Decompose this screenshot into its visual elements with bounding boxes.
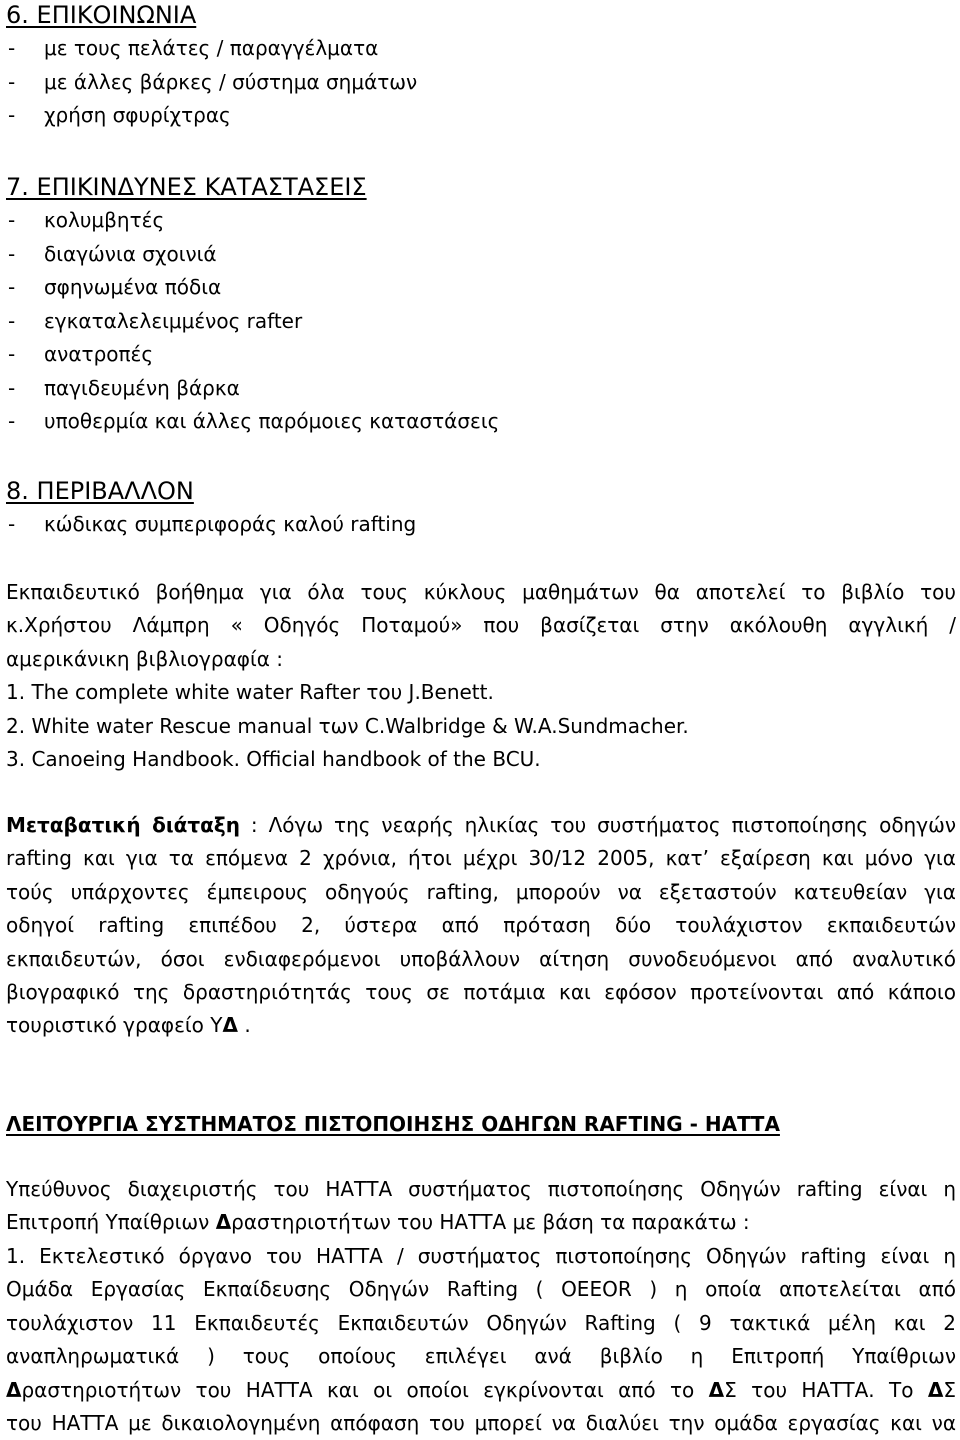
paragraph-line: 1. Εκτελεστικό όργανο του ΗΑΤΤΑ / συστήματος πιστοποίησης Οδηγών rafting είναι η: [6, 1244, 956, 1268]
paragraph-line: οδηγοί rafting επιπέδου 2, ύστερα από πρόταση δύο τουλάχιστον εκπαιδευτών: [6, 913, 956, 938]
bullet-list: [6, 508, 956, 542]
paragraph-line: [6, 1009, 956, 1042]
dash-marker: -: [8, 342, 16, 366]
dash-marker: -: [8, 275, 16, 299]
section-hazards: [6, 172, 956, 439]
paragraph-line: αμερικάνικη βιβλιογραφία :: [6, 646, 284, 671]
list-item: [6, 238, 956, 272]
list-item: [6, 204, 956, 238]
training-book-paragraph: [6, 576, 956, 776]
list-item-text: διαγώνια σχοινιά: [44, 241, 217, 266]
section-title: [6, 1107, 956, 1141]
executive-body-paragraph: [6, 1240, 956, 1440]
paragraph-bold-letter: Δ: [215, 1210, 232, 1235]
list-item: [6, 32, 956, 66]
paragraph-text: τουριστικό γραφείο Υ: [6, 1013, 223, 1038]
dash-marker: -: [8, 241, 16, 266]
reference-item: 3. Canoeing Handbook. Official handbook of the BCU.: [6, 746, 541, 771]
paragraph-bold-letter: Δ: [708, 1377, 725, 1402]
list-item-text: ανατροπές: [44, 342, 154, 366]
paragraph-line: τούς υπάρχοντες έμπειρους οδηγούς rafting, μπορούν να εξεταστούν κατευθείαν για: [6, 879, 956, 904]
dash-marker: -: [8, 103, 16, 127]
list-item-text: εγκαταλελειμμένος rafter: [44, 308, 303, 333]
section-heading-text: 6. ΕΠΙΚΟΙΝΩΝΙΑ: [6, 1, 197, 29]
list-item: [6, 99, 956, 133]
bullet-list: [6, 32, 956, 133]
paragraph-line: rafting και για τα επόμενα 2 χρόνια, ήτοι μέχρι 30/12 2005, κατ’ εξαίρεση και μόνο για: [6, 846, 956, 871]
list-item-text: χρήση σφυρίχτρας: [44, 103, 231, 127]
list-item: [6, 372, 956, 406]
paragraph-line: [6, 1374, 956, 1407]
section-heading: [6, 0, 956, 30]
list-item-text: υποθερμία και άλλες παρόμοιες καταστάσεις: [44, 409, 500, 433]
paragraph-bold-letter: Δ: [222, 1013, 238, 1038]
paragraph-text: ραστηριοτήτων του ΗΑΤΤΑ και οι οποίοι εγκρίνονται από το: [21, 1377, 709, 1402]
paragraph-line: Ομάδα Εργασίας Εκπαίδευσης Οδηγών Rafting ( ΟΕΕΟR ) η οποία αποτελείται από: [6, 1277, 956, 1302]
transitional-provision-label: Μεταβατική διάταξη: [6, 813, 240, 837]
paragraph-text: Επιτροπή Υπαίθριων: [6, 1210, 216, 1235]
list-item-text: σφηνωμένα πόδια: [44, 275, 222, 299]
paragraph-bold-letter: Δ: [6, 1377, 22, 1402]
dash-marker: -: [8, 512, 16, 536]
list-item-text: με τους πελάτες / παραγγέλματα: [44, 36, 379, 60]
paragraph-line: εκπαιδευτών, όσοι ενδιαφερόμενοι υποβάλλουν αίτηση συνοδευόμενοι από αναλυτικό: [6, 946, 956, 971]
paragraph-line: Υπεύθυνος διαχειριστής του ΗΑΤΤΑ συστήματος πιστοποίησης Οδηγών rafting είναι η: [6, 1177, 956, 1201]
paragraph-line: Εκπαιδευτικό βοήθημα για όλα τους κύκλους μαθημάτων θα αποτελεί το βιβλίο του: [6, 580, 956, 604]
dash-marker: -: [8, 375, 16, 400]
list-item: [6, 305, 956, 339]
list-item-text: κολυμβητές: [44, 208, 165, 232]
paragraph-text: .: [237, 1013, 251, 1038]
paragraph-text: Σ του ΗΑΤΤΑ. Το: [724, 1377, 928, 1402]
paragraph-line: βιογραφικό της δραστηριότητάς τους σε ποτάμια και εφόσον προτείνονται από κάποιο: [6, 979, 956, 1004]
paragraph-line: [6, 809, 956, 842]
dash-marker: -: [8, 208, 16, 232]
reference-item: 2. White water Rescue manual των C.Walbridge & W.A.Sundmacher.: [6, 713, 689, 738]
list-item-text: παγιδευμένη βάρκα: [44, 375, 240, 400]
dash-marker: -: [8, 69, 16, 94]
bullet-list: [6, 204, 956, 439]
paragraph-bold-letter: Δ: [927, 1377, 944, 1402]
list-item: [6, 405, 956, 439]
dash-marker: -: [8, 36, 16, 60]
dash-marker: -: [8, 409, 16, 433]
section-heading: [6, 476, 956, 506]
section-heading: [6, 172, 956, 202]
paragraph-line: [6, 1206, 956, 1239]
certification-system-section: [6, 1107, 956, 1141]
list-item: [6, 338, 956, 372]
paragraph-text: : Λόγω της νεαρής ηλικίας του συστήματος πιστοποίησης οδηγών: [239, 813, 956, 837]
reference-item: 1. The complete white water Rafter του J.Benett.: [6, 680, 494, 705]
dash-marker: -: [8, 308, 16, 333]
list-item: [6, 271, 956, 305]
section-environment: [6, 476, 956, 542]
section-heading-text: 7. ΕΠΙΚΙΝΔΥΝΕΣ ΚΑΤΑΣΤΑΣΕΙΣ: [6, 173, 367, 201]
section-communication: [6, 0, 956, 133]
list-item: [6, 66, 956, 100]
section-title-text: ΛΕΙΤΟΥΡΓΙΑ ΣΥΣΤΗΜΑΤΟΣ ΠΙΣΤΟΠΟΙΗΣΗΣ ΟΔΗΓΩΝ RAFTING - ΗΑΤΤΑ: [6, 1112, 780, 1136]
list-item-text: κώδικας συμπεριφοράς καλού rafting: [44, 512, 417, 536]
paragraph-line: του ΗΑΤΤΑ με δικαιολογημένη απόφαση του μπορεί να διαλύει την ομάδα εργασίας και να: [6, 1410, 956, 1435]
paragraph-line: τουλάχιστον 11 Εκπαιδευτές Εκπαιδευτών Οδηγών Rafting ( 9 τακτικά μέλη και 2: [6, 1310, 956, 1335]
paragraph-line: κ.Χρήστου Λάμπρη « Οδηγός Ποταμού» που βασίζεται στην ακόλουθη αγγλική /: [6, 613, 956, 638]
paragraph-line: αναπληρωματικά ) τους οποίους επιλέγει ανά βιβλίο η Επιτροπή Υπαίθριων: [6, 1344, 956, 1369]
administrator-paragraph: [6, 1173, 956, 1240]
section-heading-text: 8. ΠΕΡΙΒΑΛΛΟΝ: [6, 477, 194, 505]
list-item: [6, 508, 956, 542]
paragraph-text: Σ: [943, 1377, 956, 1402]
transitional-provision-paragraph: [6, 809, 956, 1043]
list-item-text: με άλλες βάρκες / σύστημα σημάτων: [44, 69, 418, 94]
paragraph-text: ραστηριοτήτων του ΗΑΤΤΑ με βάση τα παρακάτω :: [231, 1210, 750, 1235]
